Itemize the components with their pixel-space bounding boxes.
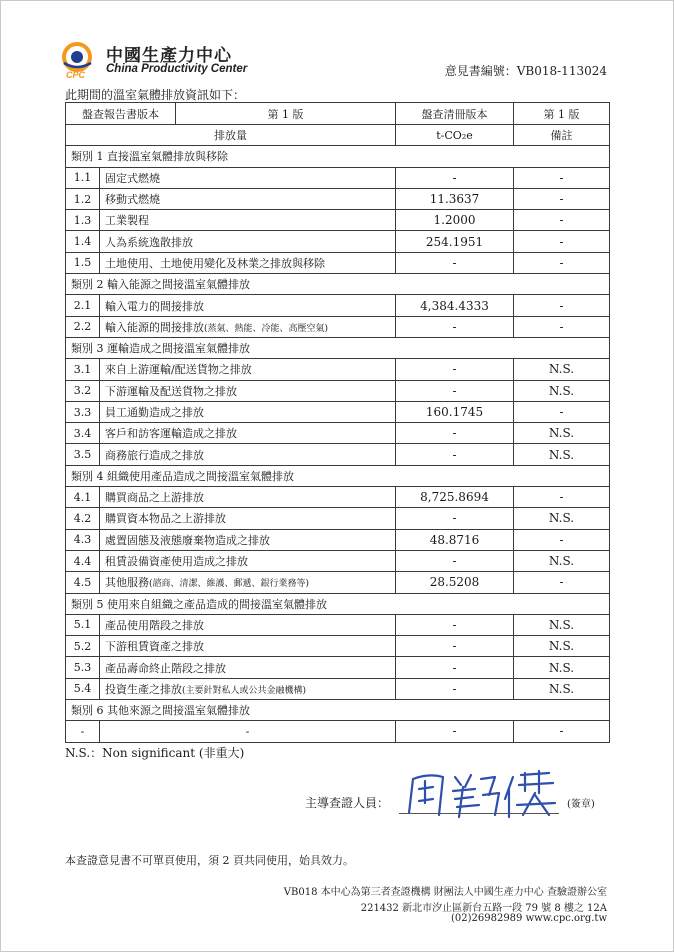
item-remark: N.S. [514, 508, 610, 529]
item-remark: - [514, 210, 610, 231]
category-row [66, 274, 610, 295]
table-row [66, 614, 610, 635]
item-description-text: 商務旅行造成之排放 [105, 448, 204, 462]
item-remark: - [514, 252, 610, 273]
item-number: 3.2 [66, 380, 100, 401]
footer-contact: (02)26982989 www.cpc.org.tw [450, 913, 607, 924]
item-description-detail: (主要針對私人或公共金融機構) [182, 685, 307, 696]
item-number: 1.4 [66, 231, 100, 252]
report-version-label: 盤查報告書版本 [66, 103, 176, 124]
item-remark: - [514, 316, 610, 337]
footer-line-1: VB018 本中心為第三者查證機構 財團法人中國生產力中心 查驗證辦公室 [283, 887, 607, 898]
item-number: - [66, 721, 100, 742]
signature-line [399, 813, 559, 814]
item-number: 5.2 [66, 636, 100, 657]
category-row [66, 465, 610, 486]
item-number: 4.3 [66, 529, 100, 550]
item-number: 2.1 [66, 295, 100, 316]
item-remark: N.S. [514, 444, 610, 465]
item-number: 4.5 [66, 572, 100, 593]
item-remark: N.S. [514, 678, 610, 699]
item-remark: N.S. [514, 380, 610, 401]
item-description-detail: (諮商、清潔、維護、郵遞、銀行業務等) [149, 579, 310, 590]
item-description-text: 人為系統逸散排放 [105, 235, 193, 249]
item-description-text: 移動式燃燒 [105, 193, 160, 207]
table-row [66, 508, 610, 529]
item-description [100, 529, 396, 550]
item-number: 4.2 [66, 508, 100, 529]
item-remark: - [514, 487, 610, 508]
item-remark: - [514, 188, 610, 209]
item-remark: - [514, 231, 610, 252]
item-description [100, 508, 396, 529]
table-row [66, 657, 610, 678]
sign-mark: (簽章) [567, 799, 595, 810]
item-number: 1.2 [66, 188, 100, 209]
item-description [100, 252, 396, 273]
category-row [66, 337, 610, 358]
item-emission-amount: - [396, 444, 514, 465]
table-row [66, 487, 610, 508]
item-description [100, 167, 396, 188]
item-description [100, 572, 396, 593]
item-description [100, 678, 396, 699]
item-emission-amount: - [396, 359, 514, 380]
item-emission-amount: - [396, 167, 514, 188]
item-remark: - [514, 401, 610, 422]
item-emission-amount: 4,384.4333 [396, 295, 514, 316]
item-description [100, 401, 396, 422]
footer-address: 221432 新北市汐止區新台五路一段 79 號 8 樓之 12A [360, 903, 607, 914]
item-emission-amount: - [396, 380, 514, 401]
category-title: 類別 3 運輸造成之間接溫室氣體排放 [66, 337, 610, 358]
item-emission-amount: 1.2000 [396, 210, 514, 231]
item-description-text: 輸入能源的間接排放 [105, 320, 204, 334]
item-emission-amount: 48.8716 [396, 529, 514, 550]
item-description-text: 購買資本物品之上游排放 [105, 512, 226, 526]
item-remark: - [514, 295, 610, 316]
item-emission-amount: - [396, 508, 514, 529]
intro-text: 此期間的溫室氣體排放資訊如下： [65, 88, 246, 102]
item-description-text: - [245, 724, 250, 738]
table-row [66, 529, 610, 550]
validity-note: 本查證意見書不可單頁使用，須 2 頁共同使用，始具效力。 [65, 854, 354, 867]
category-title: 類別 4 組織使用產品造成之間接溫室氣體排放 [66, 465, 610, 486]
item-remark: - [514, 721, 610, 742]
table-row [66, 188, 610, 209]
lead-verifier-label: 主導查證人員： [305, 796, 390, 810]
table-row [66, 401, 610, 422]
table-row [66, 295, 610, 316]
table-row [66, 380, 610, 401]
item-emission-amount: - [396, 423, 514, 444]
table-header-version-row [66, 103, 610, 125]
item-description [100, 614, 396, 635]
table-row [66, 210, 610, 231]
item-description [100, 210, 396, 231]
item-description [100, 188, 396, 209]
item-emission-amount: - [396, 316, 514, 337]
item-description [100, 423, 396, 444]
item-emission-amount: - [396, 614, 514, 635]
org-name-en: China Productivity Center [106, 63, 248, 75]
item-description-text: 土地使用、土地使用變化及林業之排放與移除 [105, 256, 325, 270]
item-number: 5.4 [66, 678, 100, 699]
item-description-text: 輸入電力的間接排放 [105, 299, 204, 313]
item-remark: N.S. [514, 423, 610, 444]
item-emission-amount: - [396, 636, 514, 657]
item-number: 3.4 [66, 423, 100, 444]
item-number: 2.2 [66, 316, 100, 337]
org-name-cn: 中國生產力中心 [106, 46, 232, 66]
item-description-text: 下游租賃資產之排放 [105, 640, 204, 654]
item-description-text: 租賃設備資產使用造成之排放 [105, 555, 248, 569]
item-remark: - [514, 167, 610, 188]
table-row [66, 316, 610, 337]
item-description-text: 來自上游運輸/配送貨物之排放 [105, 363, 252, 377]
table-row [66, 550, 610, 571]
item-description [100, 295, 396, 316]
table-row [66, 678, 610, 699]
list-version-value: 第 1 版 [514, 103, 610, 125]
opinion-number: 意見書編號：VB018-113024 [444, 64, 607, 78]
item-description-text: 其他服務 [105, 576, 149, 590]
category-title: 類別 5 使用來自組織之產品造成的間接溫室氣體排放 [66, 593, 610, 614]
ns-note: N.S.：Non significant (非重大) [65, 746, 245, 760]
item-remark: N.S. [514, 636, 610, 657]
item-description-detail: (蒸氣、熱能、冷能、高壓空氣) [204, 323, 329, 334]
table-row [66, 423, 610, 444]
cpc-logo [58, 39, 278, 81]
item-emission-amount: 8,725.8694 [396, 487, 514, 508]
item-description-text: 產品使用階段之排放 [105, 618, 204, 632]
item-emission-amount: 11.3637 [396, 188, 514, 209]
item-description [100, 380, 396, 401]
item-emission-amount: 160.1745 [396, 401, 514, 422]
table-row [66, 252, 610, 273]
category-row [66, 146, 610, 167]
item-description-text: 處置固態及液態廢棄物造成之排放 [105, 533, 270, 547]
item-number: 1.1 [66, 167, 100, 188]
item-description [100, 721, 396, 742]
category-title: 類別 6 其他來源之間接溫室氣體排放 [66, 700, 610, 721]
list-version-label: 盤查清冊版本 [396, 103, 514, 125]
item-number: 4.4 [66, 550, 100, 571]
item-description-text: 員工通勤造成之排放 [105, 406, 204, 419]
category-row [66, 593, 610, 614]
item-description [100, 359, 396, 380]
item-remark: N.S. [514, 550, 610, 571]
table-row [66, 167, 610, 188]
table-header-columns-row [66, 125, 610, 146]
item-description-text: 工業製程 [105, 214, 149, 228]
item-remark: N.S. [514, 614, 610, 635]
item-number: 5.1 [66, 614, 100, 635]
item-description-text: 投資生產之排放 [105, 682, 182, 696]
cpc-logo-mark-icon [58, 41, 98, 79]
item-description [100, 657, 396, 678]
item-number: 3.1 [66, 359, 100, 380]
table-row [66, 359, 610, 380]
item-description-text: 客戶和訪客運輸造成之排放 [105, 427, 237, 441]
item-emission-amount: 28.5208 [396, 572, 514, 593]
item-description [100, 550, 396, 571]
category-row [66, 700, 610, 721]
item-number: 3.5 [66, 444, 100, 465]
logo-letters: CPC [66, 70, 86, 79]
item-emission-amount: - [396, 678, 514, 699]
unit-header: t-CO₂e [396, 125, 514, 146]
item-emission-amount: 254.1951 [396, 231, 514, 252]
item-number: 4.1 [66, 487, 100, 508]
table-row [66, 721, 610, 742]
item-description [100, 444, 396, 465]
table-row [66, 231, 610, 252]
category-title: 類別 2 輸入能源之間接溫室氣體排放 [66, 274, 610, 295]
item-description [100, 231, 396, 252]
item-number: 1.3 [66, 210, 100, 231]
item-description-text: 固定式燃燒 [105, 171, 160, 185]
item-remark: - [514, 529, 610, 550]
item-description-text: 購買商品之上游排放 [105, 491, 204, 505]
item-remark: - [514, 572, 610, 593]
item-emission-amount: - [396, 657, 514, 678]
category-title: 類別 1 直接溫室氣體排放與移除 [66, 146, 610, 167]
remark-header: 備註 [514, 125, 610, 146]
item-description [100, 316, 396, 337]
item-number: 3.3 [66, 401, 100, 422]
table-row [66, 444, 610, 465]
item-description [100, 487, 396, 508]
table-row [66, 636, 610, 657]
item-remark: N.S. [514, 657, 610, 678]
item-description [100, 636, 396, 657]
emissions-table [65, 102, 610, 743]
emission-header: 排放量 [66, 125, 396, 146]
item-description-text: 下游運輸及配送貨物之排放 [105, 384, 237, 398]
item-number: 1.5 [66, 252, 100, 273]
report-version-value: 第 1 版 [267, 107, 304, 121]
table-row [66, 572, 610, 593]
item-emission-amount: - [396, 550, 514, 571]
item-remark: N.S. [514, 359, 610, 380]
item-number: 5.3 [66, 657, 100, 678]
item-description-text: 產品壽命終止階段之排放 [105, 661, 226, 675]
item-emission-amount: - [396, 252, 514, 273]
item-emission-amount: - [396, 721, 514, 742]
